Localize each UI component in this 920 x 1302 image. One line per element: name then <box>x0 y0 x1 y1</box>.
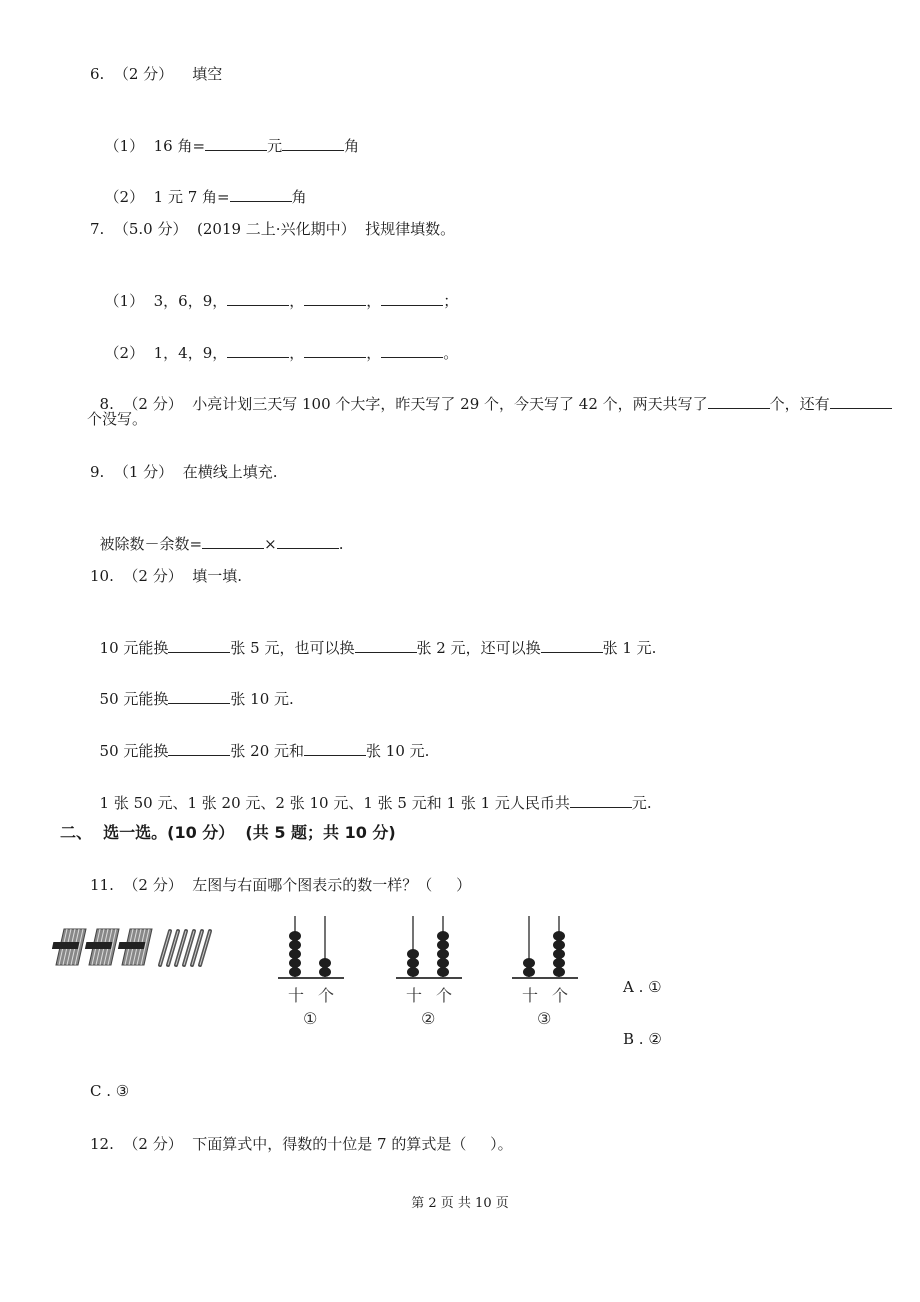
abacus-number: ② <box>421 1009 436 1028</box>
answer-blank[interactable] <box>355 638 417 653</box>
option-a[interactable]: A . ① <box>623 978 662 996</box>
q6-sub1 <box>95 116 359 156</box>
answer-blank[interactable] <box>227 343 289 358</box>
answer-blank[interactable] <box>304 343 366 358</box>
text: 张 1 元. <box>602 639 657 657</box>
comma: ， <box>366 344 382 362</box>
answer-blank[interactable] <box>570 793 632 808</box>
q7-sub2 <box>95 323 458 363</box>
q9-formula-text: 被除数－余数= <box>99 535 203 553</box>
q6-heading: 6. （2 分） 填空 <box>90 65 223 83</box>
text: 张 20 元和 <box>230 742 305 760</box>
q11-heading: 11. （2 分） 左图与右面哪个图表示的数一样？（ ） <box>90 876 472 894</box>
q10-line2 <box>90 669 294 709</box>
q8-heading: 8. （2 分） 小亮计划三天写 100 个大字，昨天写了 29 个，今天写了 42 个，两天共写了 <box>99 395 708 413</box>
q6-sub2-unit: 角 <box>291 188 307 206</box>
abacus-number: ① <box>303 1009 318 1028</box>
q6-sub1-unit: 元 <box>267 137 283 155</box>
tens-label: 十 <box>406 986 423 1005</box>
q6-sub2 <box>95 167 307 207</box>
q6-sub1-text: （1） 16 角= <box>104 137 206 155</box>
answer-blank[interactable] <box>381 291 443 306</box>
text: 张 10 元. <box>230 690 294 708</box>
ten-bundle <box>52 929 86 965</box>
q8-mid-text: 个，还有 <box>769 395 830 413</box>
abacus-3 <box>506 912 586 1032</box>
period: . <box>338 535 344 553</box>
answer-blank[interactable] <box>277 534 339 549</box>
q10-line4 <box>90 773 652 813</box>
page-footer: 第 2 页 共 10 页 <box>411 1196 509 1211</box>
answer-blank[interactable] <box>168 741 230 756</box>
answer-blank[interactable] <box>205 136 267 151</box>
comma: ， <box>366 292 382 310</box>
answer-blank[interactable] <box>708 394 770 409</box>
text: 50 元能换 <box>99 742 169 760</box>
times-sign: × <box>264 535 277 553</box>
abacus-number: ③ <box>537 1009 552 1028</box>
ones-label: 个 <box>552 986 569 1005</box>
answer-blank[interactable] <box>304 291 366 306</box>
q10-heading: 10. （2 分） 填一填. <box>90 567 243 585</box>
q6-sub2-text: （2） 1 元 7 角= <box>104 188 230 206</box>
abacus-2 <box>390 912 470 1032</box>
q9-heading: 9. （1 分） 在横线上填充. <box>90 463 278 481</box>
q7-sub2-text: （2） 1，4，9， <box>104 344 228 362</box>
answer-blank[interactable] <box>282 136 344 151</box>
text: 50 元能换 <box>99 690 169 708</box>
answer-blank[interactable] <box>227 291 289 306</box>
answer-blank[interactable] <box>202 534 264 549</box>
text: 张 2 元，还可以换 <box>416 639 541 657</box>
q8-line2: 个没写。 <box>87 410 148 428</box>
answer-blank[interactable] <box>230 187 292 202</box>
q7-sub1-text: （1） 3，6，9， <box>104 292 228 310</box>
q6-sub1-unit2: 角 <box>344 137 360 155</box>
answer-blank[interactable] <box>381 343 443 358</box>
answer-blank[interactable] <box>304 741 366 756</box>
q7-heading: 7. （5.0 分） (2019 二上·兴化期中） 找规律填数。 <box>90 220 456 238</box>
tens-label: 十 <box>288 986 305 1005</box>
text: 张 5 元，也可以换 <box>230 639 355 657</box>
text: 元. <box>631 794 652 812</box>
semicolon: ； <box>443 292 459 310</box>
q7-sub1 <box>95 271 458 311</box>
ten-bundle <box>118 929 152 965</box>
answer-blank[interactable] <box>541 638 603 653</box>
comma: ， <box>289 344 305 362</box>
comma: ， <box>289 292 305 310</box>
answer-blank[interactable] <box>830 394 892 409</box>
q12-heading: 12. （2 分） 下面算式中，得数的十位是 7 的算式是（ ）。 <box>90 1135 513 1153</box>
option-b[interactable]: B . ② <box>623 1030 662 1048</box>
answer-blank[interactable] <box>168 638 230 653</box>
abacus-1 <box>272 912 352 1032</box>
answer-blank[interactable] <box>168 689 230 704</box>
ten-bundle <box>85 929 119 965</box>
q10-line1 <box>90 618 656 658</box>
q8-line1 <box>90 374 892 414</box>
tens-label: 十 <box>522 986 539 1005</box>
section-heading: 二、 选一选。(10 分） (共 5 题；共 10 分) <box>60 823 396 842</box>
ones-label: 个 <box>436 986 453 1005</box>
ones-label: 个 <box>318 986 335 1005</box>
text: 张 10 元. <box>366 742 430 760</box>
option-c[interactable]: C . ③ <box>90 1082 130 1100</box>
q9-formula <box>90 514 343 554</box>
q10-line3 <box>90 721 429 761</box>
sticks-figure <box>52 925 227 970</box>
text: 1 张 50 元、1 张 20 元、2 张 10 元、1 张 5 元和 1 张 1 元人民币共 <box>99 794 570 812</box>
text: 10 元能换 <box>99 639 169 657</box>
period: 。 <box>443 344 459 362</box>
